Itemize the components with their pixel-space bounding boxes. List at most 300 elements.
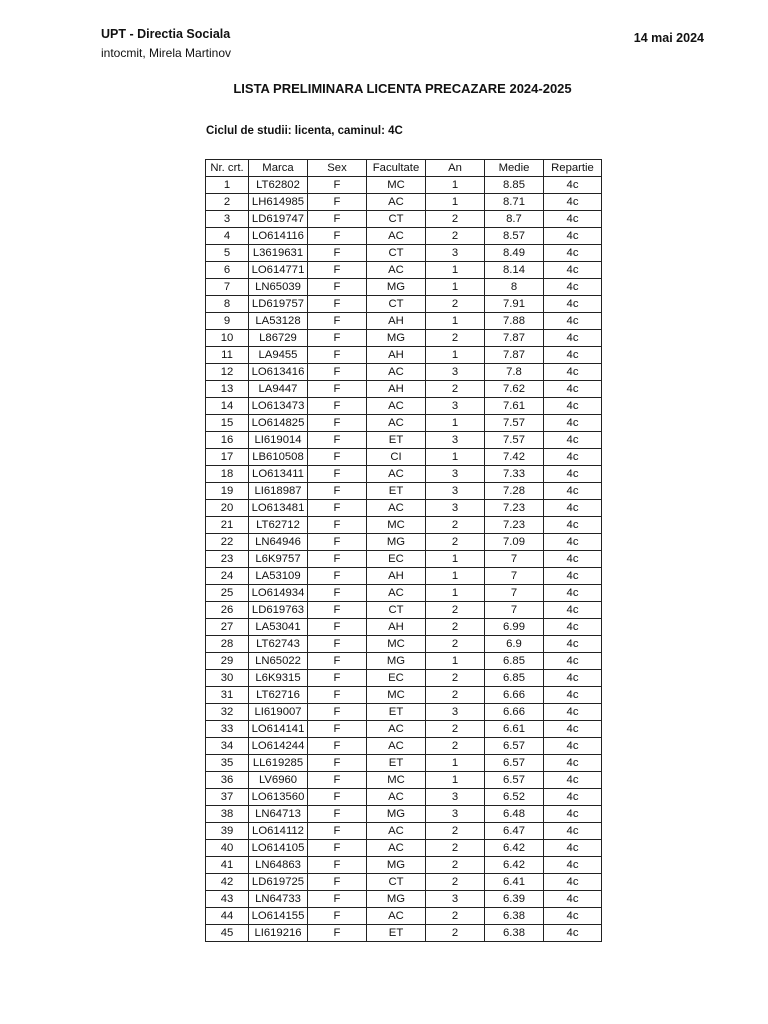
cell-marca: LA53109 [249,568,308,585]
cell-medie: 7 [485,585,544,602]
table-row [206,568,602,585]
cell-marca: LO614141 [249,721,308,738]
cell-nr: 23 [206,551,249,568]
cell-nr: 32 [206,704,249,721]
cell-nr: 29 [206,653,249,670]
cell-medie: 7.87 [485,347,544,364]
cell-repartie: 4c [544,517,602,534]
cell-facultate: EC [367,670,426,687]
cell-sex: F [308,534,367,551]
cell-repartie: 4c [544,483,602,500]
cell-sex: F [308,279,367,296]
table-row [206,279,602,296]
cell-sex: F [308,194,367,211]
cell-repartie: 4c [544,279,602,296]
cell-marca: LD619725 [249,874,308,891]
table-body [206,177,602,942]
cell-facultate: CI [367,449,426,466]
cell-sex: F [308,313,367,330]
cell-facultate: MC [367,687,426,704]
column-header-marca: Marca [249,160,308,177]
cell-medie: 8.14 [485,262,544,279]
cell-nr: 16 [206,432,249,449]
study-cycle-subtitle: Ciclul de studii: licenta, caminul: 4C [206,125,403,137]
cell-marca: LO614112 [249,823,308,840]
cell-medie: 6.85 [485,653,544,670]
cell-marca: LO614825 [249,415,308,432]
cell-repartie: 4c [544,432,602,449]
cell-sex: F [308,466,367,483]
cell-facultate: CT [367,296,426,313]
cell-sex: F [308,517,367,534]
table-header-row [206,160,602,177]
cell-an: 3 [426,806,485,823]
cell-medie: 6.66 [485,687,544,704]
cell-facultate: CT [367,245,426,262]
cell-medie: 6.9 [485,636,544,653]
cell-facultate: CT [367,211,426,228]
cell-repartie: 4c [544,500,602,517]
table-row [206,653,602,670]
cell-repartie: 4c [544,704,602,721]
cell-nr: 2 [206,194,249,211]
cell-medie: 6.38 [485,925,544,942]
cell-sex: F [308,551,367,568]
cell-an: 2 [426,670,485,687]
cell-marca: LO613481 [249,500,308,517]
cell-repartie: 4c [544,806,602,823]
cell-nr: 42 [206,874,249,891]
cell-facultate: MG [367,806,426,823]
cell-medie: 6.57 [485,755,544,772]
cell-facultate: AH [367,347,426,364]
cell-an: 1 [426,347,485,364]
cell-repartie: 4c [544,398,602,415]
cell-nr: 6 [206,262,249,279]
cell-nr: 17 [206,449,249,466]
cell-marca: LN64946 [249,534,308,551]
cell-sex: F [308,296,367,313]
cell-repartie: 4c [544,687,602,704]
table-row [206,551,602,568]
cell-nr: 44 [206,908,249,925]
cell-sex: F [308,619,367,636]
cell-an: 3 [426,500,485,517]
cell-medie: 8.49 [485,245,544,262]
cell-nr: 36 [206,772,249,789]
cell-marca: LO613416 [249,364,308,381]
table-row [206,857,602,874]
cell-repartie: 4c [544,670,602,687]
table-row [206,296,602,313]
table-row [206,449,602,466]
cell-sex: F [308,925,367,942]
cell-facultate: MG [367,653,426,670]
cell-facultate: AC [367,364,426,381]
cell-facultate: AC [367,789,426,806]
cell-an: 2 [426,517,485,534]
cell-an: 2 [426,211,485,228]
cell-nr: 31 [206,687,249,704]
cell-medie: 7 [485,551,544,568]
cell-an: 2 [426,823,485,840]
cell-sex: F [308,568,367,585]
cell-an: 3 [426,466,485,483]
cell-nr: 24 [206,568,249,585]
organization-name: UPT - Directia Sociala [101,27,231,41]
column-header-medie: Medie [485,160,544,177]
cell-repartie: 4c [544,823,602,840]
table-row [206,636,602,653]
cell-medie: 7.57 [485,415,544,432]
cell-an: 1 [426,772,485,789]
column-header-facultate: Facultate [367,160,426,177]
cell-nr: 1 [206,177,249,194]
cell-sex: F [308,364,367,381]
column-header-nr: Nr. crt. [206,160,249,177]
cell-repartie: 4c [544,245,602,262]
cell-an: 1 [426,262,485,279]
table-row [206,789,602,806]
cell-medie: 7 [485,602,544,619]
cell-sex: F [308,432,367,449]
cell-marca: LO613411 [249,466,308,483]
cell-nr: 15 [206,415,249,432]
cell-nr: 13 [206,381,249,398]
table-row [206,738,602,755]
cell-facultate: AC [367,721,426,738]
document-title: LISTA PRELIMINARA LICENTA PRECAZARE 2024-2025 [233,81,572,96]
cell-nr: 26 [206,602,249,619]
cell-repartie: 4c [544,789,602,806]
cell-medie: 6.99 [485,619,544,636]
cell-repartie: 4c [544,602,602,619]
cell-marca: LA53128 [249,313,308,330]
cell-an: 1 [426,755,485,772]
cell-nr: 30 [206,670,249,687]
column-header-an: An [426,160,485,177]
cell-an: 1 [426,279,485,296]
cell-sex: F [308,874,367,891]
cell-sex: F [308,789,367,806]
cell-nr: 43 [206,891,249,908]
cell-facultate: AC [367,585,426,602]
cell-facultate: AC [367,262,426,279]
table-row [206,806,602,823]
author-line: intocmit, Mirela Martinov [101,46,232,60]
table-row [206,381,602,398]
table-row [206,772,602,789]
cell-repartie: 4c [544,568,602,585]
cell-facultate: MC [367,772,426,789]
cell-sex: F [308,738,367,755]
cell-an: 1 [426,653,485,670]
cell-repartie: 4c [544,738,602,755]
cell-medie: 6.61 [485,721,544,738]
cell-marca: LT62712 [249,517,308,534]
cell-an: 2 [426,534,485,551]
cell-medie: 6.41 [485,874,544,891]
cell-repartie: 4c [544,772,602,789]
table-row [206,823,602,840]
cell-sex: F [308,500,367,517]
cell-medie: 7.57 [485,432,544,449]
table-row [206,619,602,636]
cell-facultate: ET [367,925,426,942]
cell-an: 2 [426,381,485,398]
table-row [206,755,602,772]
cell-marca: LO614116 [249,228,308,245]
cell-sex: F [308,704,367,721]
cell-nr: 20 [206,500,249,517]
cell-marca: LA53041 [249,619,308,636]
table-row [206,585,602,602]
table-row [206,534,602,551]
cell-repartie: 4c [544,534,602,551]
cell-facultate: ET [367,483,426,500]
cell-an: 2 [426,840,485,857]
cell-sex: F [308,415,367,432]
cell-an: 2 [426,925,485,942]
cell-sex: F [308,772,367,789]
table-row [206,874,602,891]
table-row [206,483,602,500]
table-row [206,245,602,262]
cell-medie: 8 [485,279,544,296]
cell-nr: 8 [206,296,249,313]
cell-an: 3 [426,483,485,500]
cell-repartie: 4c [544,857,602,874]
cell-an: 3 [426,364,485,381]
table-row [206,925,602,942]
cell-nr: 3 [206,211,249,228]
cell-repartie: 4c [544,585,602,602]
cell-an: 2 [426,296,485,313]
cell-an: 2 [426,636,485,653]
cell-sex: F [308,908,367,925]
cell-repartie: 4c [544,653,602,670]
cell-medie: 6.66 [485,704,544,721]
cell-facultate: AC [367,500,426,517]
cell-marca: LO614244 [249,738,308,755]
table-row [206,670,602,687]
cell-an: 3 [426,432,485,449]
cell-an: 3 [426,704,485,721]
cell-an: 2 [426,908,485,925]
cell-an: 1 [426,568,485,585]
cell-marca: LN64863 [249,857,308,874]
cell-nr: 28 [206,636,249,653]
cell-marca: LO614105 [249,840,308,857]
cell-medie: 7.62 [485,381,544,398]
table-row [206,721,602,738]
cell-medie: 7.23 [485,517,544,534]
cell-marca: LN64733 [249,891,308,908]
cell-repartie: 4c [544,755,602,772]
cell-marca: LT62802 [249,177,308,194]
table-row [206,500,602,517]
cell-facultate: MC [367,517,426,534]
cell-nr: 37 [206,789,249,806]
table-row [206,891,602,908]
cell-sex: F [308,806,367,823]
cell-nr: 25 [206,585,249,602]
cell-nr: 5 [206,245,249,262]
cell-facultate: MG [367,534,426,551]
table-row [206,432,602,449]
cell-facultate: EC [367,551,426,568]
cell-facultate: CT [367,874,426,891]
cell-facultate: AC [367,823,426,840]
cell-medie: 6.39 [485,891,544,908]
cell-repartie: 4c [544,177,602,194]
table-row [206,908,602,925]
cell-medie: 8.7 [485,211,544,228]
cell-repartie: 4c [544,313,602,330]
cell-facultate: AC [367,228,426,245]
cell-marca: LO614155 [249,908,308,925]
cell-marca: LI618987 [249,483,308,500]
cell-medie: 6.42 [485,840,544,857]
cell-repartie: 4c [544,415,602,432]
cell-medie: 6.85 [485,670,544,687]
cell-an: 1 [426,415,485,432]
cell-facultate: AC [367,466,426,483]
cell-facultate: AH [367,313,426,330]
cell-marca: LL619285 [249,755,308,772]
cell-nr: 41 [206,857,249,874]
cell-nr: 40 [206,840,249,857]
cell-marca: LD619763 [249,602,308,619]
cell-facultate: AC [367,840,426,857]
cell-nr: 21 [206,517,249,534]
cell-sex: F [308,721,367,738]
cell-facultate: AC [367,908,426,925]
cell-repartie: 4c [544,228,602,245]
cell-repartie: 4c [544,874,602,891]
cell-nr: 12 [206,364,249,381]
cell-an: 1 [426,585,485,602]
cell-repartie: 4c [544,194,602,211]
cell-marca: LD619747 [249,211,308,228]
table-row [206,398,602,415]
cell-medie: 6.48 [485,806,544,823]
cell-medie: 7.42 [485,449,544,466]
cell-repartie: 4c [544,619,602,636]
cell-repartie: 4c [544,908,602,925]
cell-facultate: CT [367,602,426,619]
cell-nr: 38 [206,806,249,823]
cell-facultate: AH [367,381,426,398]
cell-sex: F [308,840,367,857]
table-row [206,687,602,704]
cell-medie: 6.38 [485,908,544,925]
cell-medie: 6.42 [485,857,544,874]
cell-medie: 7.23 [485,500,544,517]
cell-nr: 4 [206,228,249,245]
table-row [206,415,602,432]
cell-an: 1 [426,177,485,194]
students-table [205,159,602,942]
cell-sex: F [308,262,367,279]
cell-marca: LA9447 [249,381,308,398]
cell-nr: 7 [206,279,249,296]
cell-facultate: MC [367,636,426,653]
cell-medie: 7.88 [485,313,544,330]
cell-facultate: MG [367,891,426,908]
cell-sex: F [308,381,367,398]
cell-facultate: AC [367,738,426,755]
cell-an: 2 [426,330,485,347]
cell-marca: LI619007 [249,704,308,721]
cell-marca: LT62716 [249,687,308,704]
cell-repartie: 4c [544,449,602,466]
cell-facultate: ET [367,755,426,772]
cell-medie: 7.8 [485,364,544,381]
table-row [206,262,602,279]
cell-medie: 8.57 [485,228,544,245]
cell-an: 3 [426,789,485,806]
cell-sex: F [308,653,367,670]
cell-an: 2 [426,687,485,704]
cell-marca: LI619216 [249,925,308,942]
cell-sex: F [308,347,367,364]
cell-repartie: 4c [544,364,602,381]
cell-marca: LO613560 [249,789,308,806]
cell-medie: 7.33 [485,466,544,483]
cell-nr: 22 [206,534,249,551]
cell-nr: 10 [206,330,249,347]
cell-sex: F [308,330,367,347]
cell-an: 2 [426,602,485,619]
cell-nr: 35 [206,755,249,772]
cell-nr: 39 [206,823,249,840]
cell-an: 2 [426,619,485,636]
cell-nr: 19 [206,483,249,500]
cell-sex: F [308,177,367,194]
cell-sex: F [308,636,367,653]
table-row [206,211,602,228]
cell-sex: F [308,687,367,704]
cell-an: 2 [426,228,485,245]
cell-nr: 27 [206,619,249,636]
cell-an: 2 [426,857,485,874]
table-row [206,704,602,721]
cell-facultate: MG [367,330,426,347]
cell-repartie: 4c [544,891,602,908]
cell-facultate: ET [367,432,426,449]
cell-medie: 6.47 [485,823,544,840]
cell-marca: LN64713 [249,806,308,823]
cell-facultate: ET [367,704,426,721]
cell-marca: LA9455 [249,347,308,364]
cell-medie: 8.85 [485,177,544,194]
table-row [206,330,602,347]
cell-medie: 6.57 [485,738,544,755]
table-row [206,517,602,534]
cell-medie: 8.71 [485,194,544,211]
cell-nr: 18 [206,466,249,483]
column-header-sex: Sex [308,160,367,177]
cell-marca: L6K9315 [249,670,308,687]
cell-facultate: AC [367,415,426,432]
cell-medie: 7.09 [485,534,544,551]
cell-marca: LO614934 [249,585,308,602]
cell-repartie: 4c [544,330,602,347]
table-row [206,228,602,245]
cell-medie: 7.28 [485,483,544,500]
cell-sex: F [308,857,367,874]
